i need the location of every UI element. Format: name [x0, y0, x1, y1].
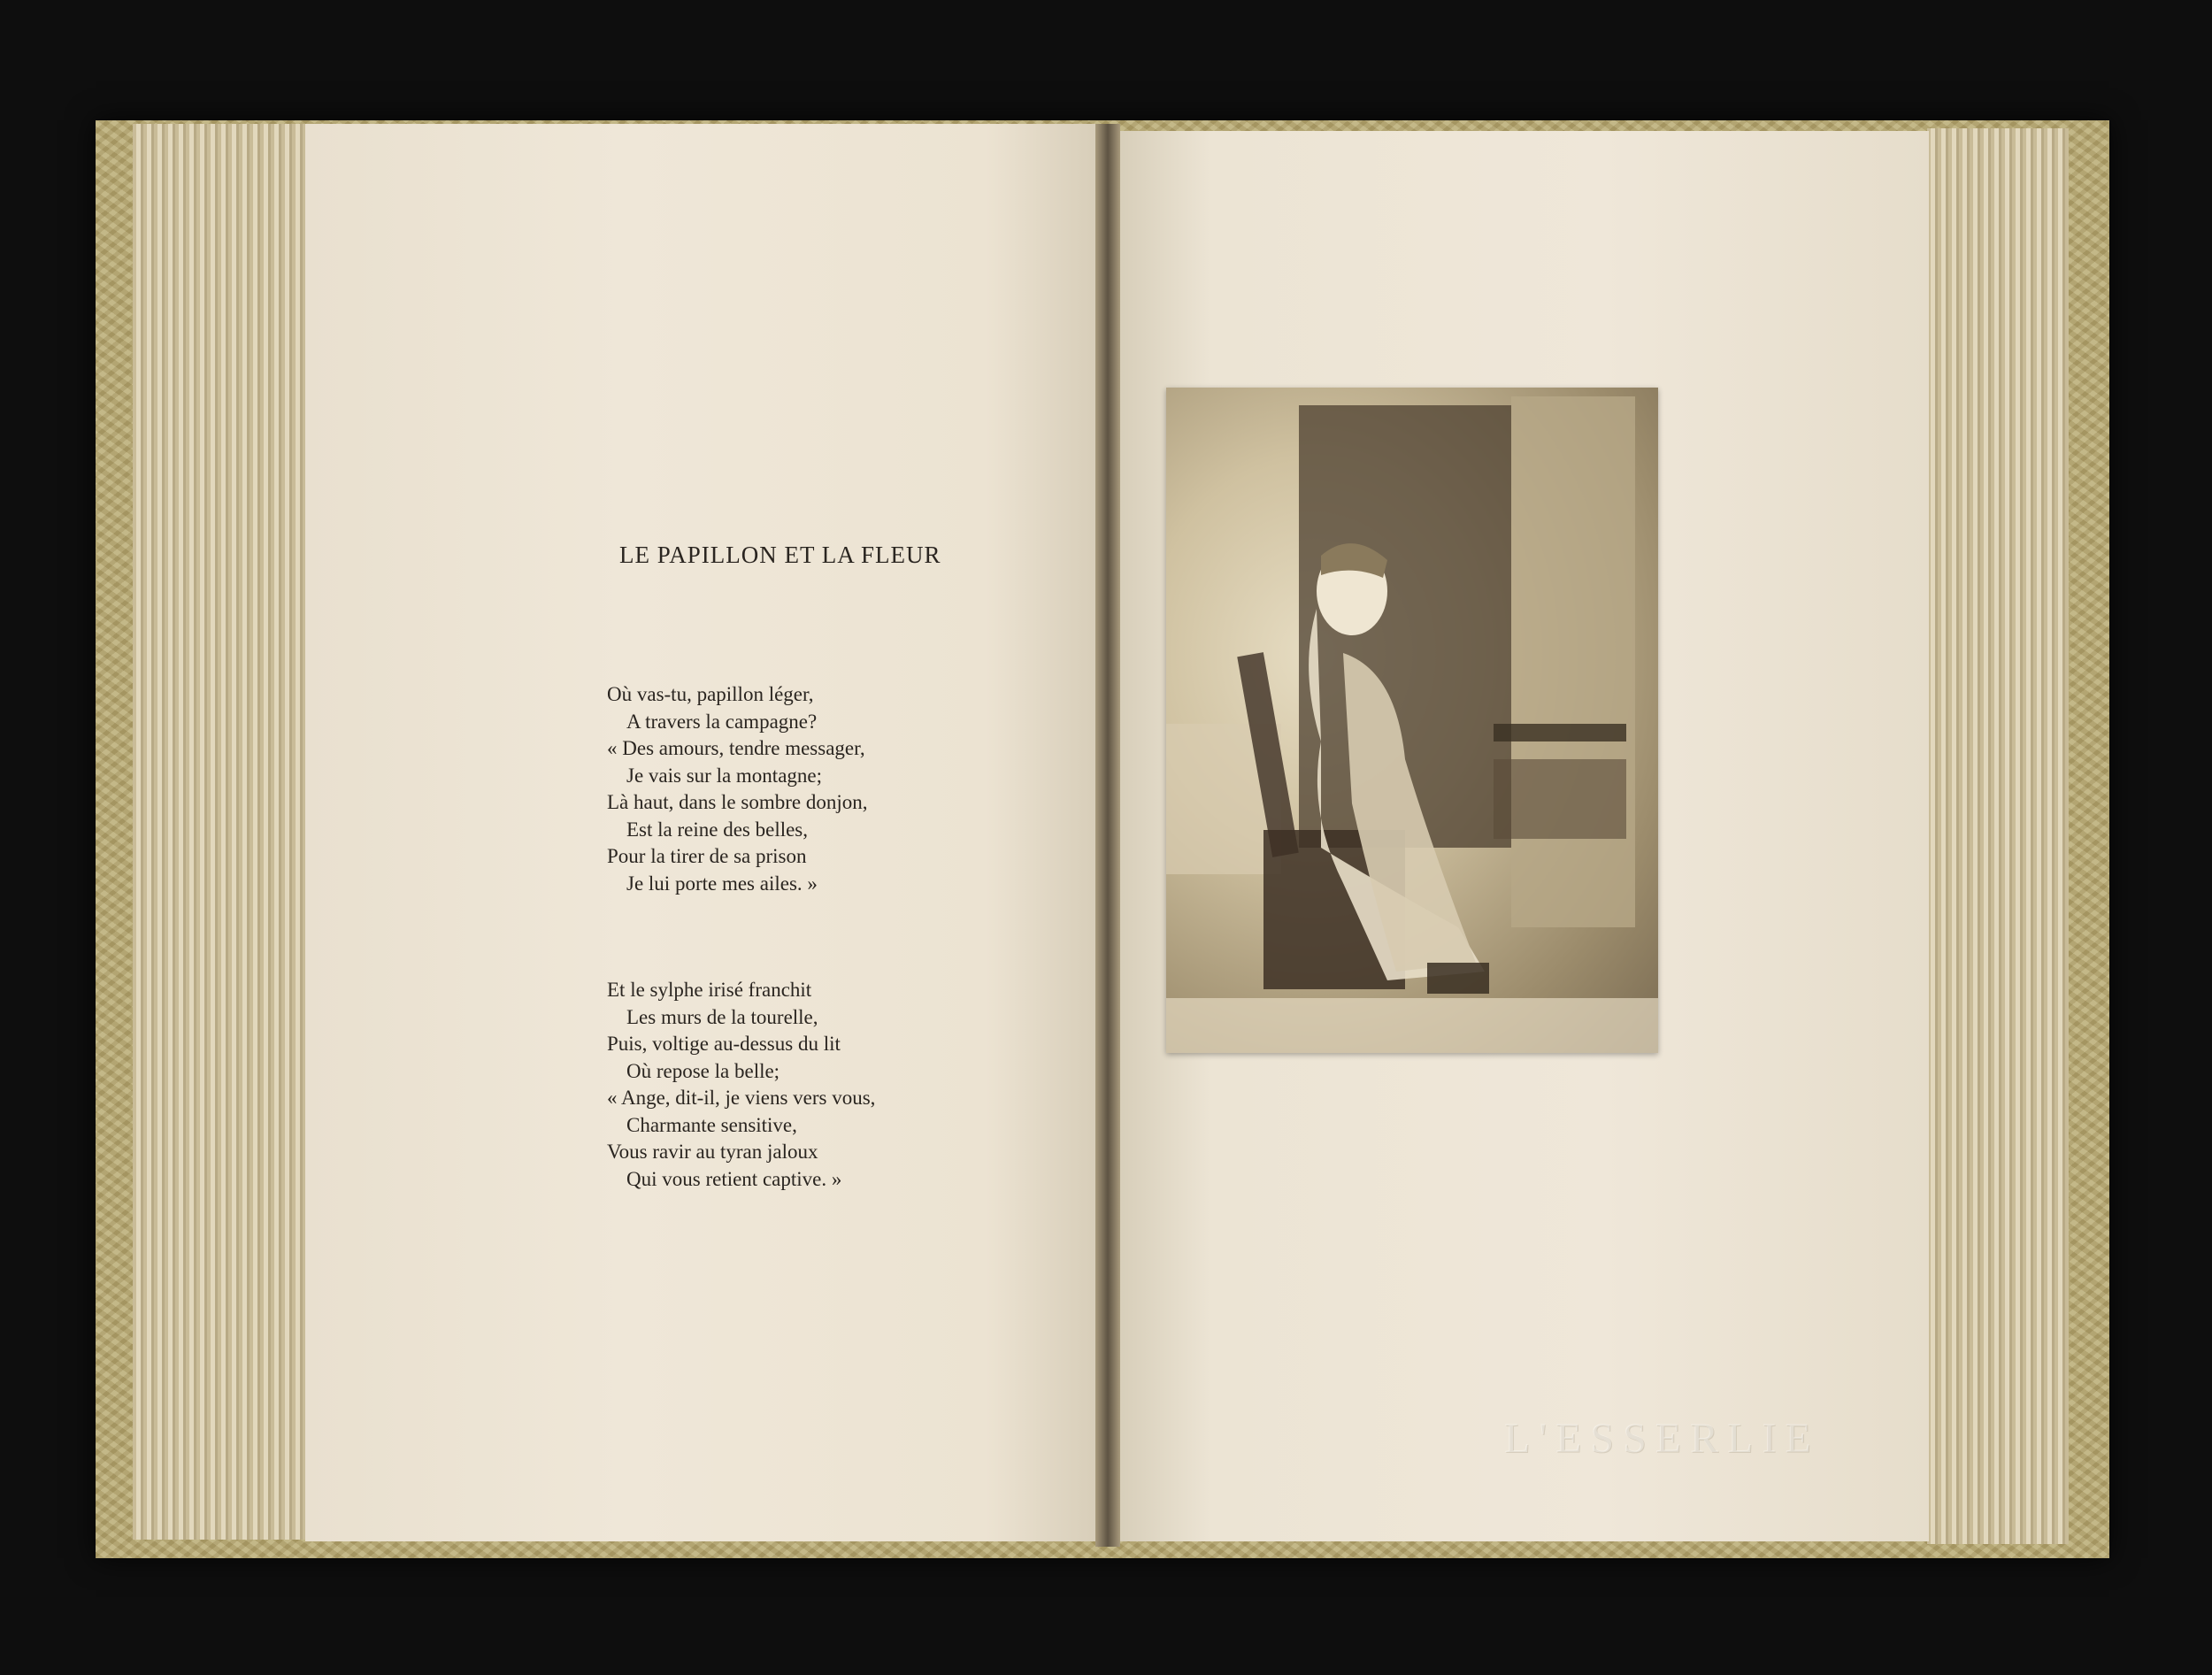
poem-line: « Ange, dit-il, je viens vers vous,: [607, 1087, 876, 1109]
poem-title: LE PAPILLON ET LA FLEUR: [619, 542, 941, 568]
poem-line: Où vas-tu, papillon léger,: [607, 683, 814, 705]
poem-line: A travers la campagne?: [626, 710, 818, 733]
poem-line: Je vais sur la montagne;: [626, 764, 823, 787]
stanza-1: [607, 681, 867, 897]
stanza-2: [607, 977, 875, 1193]
poem-line: Pour la tirer de sa prison: [607, 845, 807, 867]
poem-line: Et le sylphe irisé franchit: [607, 979, 812, 1001]
poem-line: Puis, voltige au-dessus du lit: [607, 1033, 841, 1055]
poem-line: « Des amours, tendre messager,: [607, 737, 865, 759]
page-edges-right: [1927, 128, 2069, 1544]
book-gutter: [1095, 124, 1120, 1547]
poem-line: Charmante sensitive,: [626, 1113, 797, 1136]
poem-line: Je lui porte mes ailes. »: [626, 872, 818, 895]
photograph-illustration: [1166, 388, 1658, 1053]
poem-line: Où repose la belle;: [626, 1059, 780, 1082]
poem-line: Qui vous retient captive. »: [626, 1167, 842, 1190]
poem-line: Est la reine des belles,: [626, 818, 809, 841]
mounted-photograph: [1166, 388, 1658, 1053]
poem-line: Là haut, dans le sombre donjon,: [607, 791, 868, 813]
page-edges-left: [133, 124, 310, 1540]
watermark: L'ESSERLIE: [1504, 1415, 1820, 1462]
poem-line: Les murs de la tourelle,: [626, 1005, 818, 1028]
poem-line: Vous ravir au tyran jaloux: [607, 1141, 818, 1163]
